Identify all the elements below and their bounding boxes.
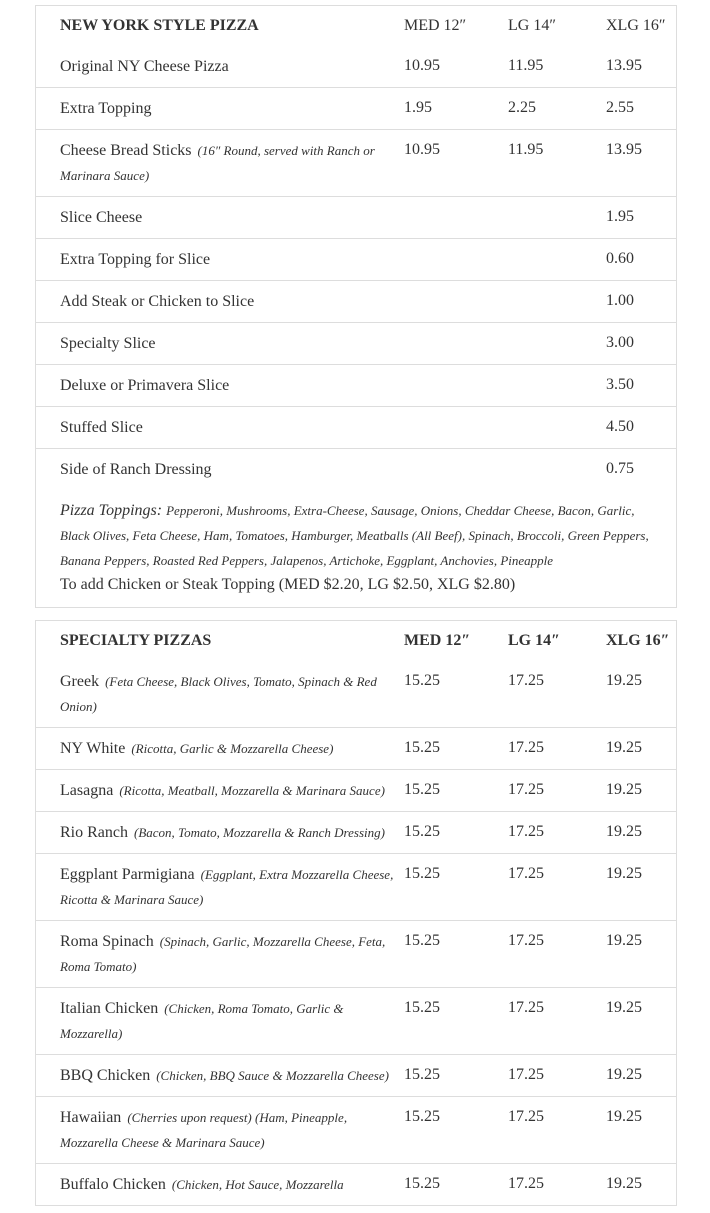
- price-lg: 17.25: [508, 988, 606, 1055]
- col-med-header: MED 12″: [404, 632, 471, 649]
- item-description: (16″ Round, served with Ranch or Marinara Sauce): [60, 143, 375, 183]
- price-lg: [508, 281, 606, 323]
- price-med: 15.25: [404, 921, 508, 988]
- menu-item-row: [36, 1055, 677, 1097]
- menu-item-row: [36, 661, 677, 728]
- item-name: Italian Chicken: [60, 1000, 159, 1017]
- price-med: 15.25: [404, 1097, 508, 1164]
- item-cell: [36, 1055, 405, 1097]
- col-med-header: MED 12″: [404, 17, 467, 34]
- price-med: 10.95: [404, 130, 508, 197]
- item-name: Add Steak or Chicken to Slice: [60, 293, 255, 310]
- price-lg: [508, 365, 606, 407]
- price-xlg: 1.00: [606, 281, 677, 323]
- add-meat-note: To add Chicken or Steak Topping (MED $2.20, LG $2.50, XLG $2.80): [60, 576, 516, 593]
- menu-item-row: [36, 365, 677, 407]
- price-xlg: 13.95: [606, 57, 642, 74]
- price-med: [404, 449, 508, 491]
- item-cell: [36, 988, 405, 1055]
- price-xlg: 2.55: [606, 88, 677, 130]
- menu-item-row: [36, 197, 677, 239]
- menu-item-row: [36, 407, 677, 449]
- item-name: Extra Topping: [60, 100, 152, 117]
- item-description: (Chicken, BBQ Sauce & Mozzarella Cheese): [156, 1068, 389, 1083]
- price-lg: [508, 449, 606, 491]
- menu-item-row: [36, 130, 677, 197]
- price-med: [404, 407, 508, 449]
- item-cell: [36, 407, 405, 449]
- menu-item-row: [36, 854, 677, 921]
- price-med: 15.25: [404, 812, 508, 854]
- price-xlg: 3.50: [606, 365, 677, 407]
- specialty-header-row: [36, 621, 677, 662]
- item-description: (Eggplant, Extra Mozzarella Cheese, Ricotta & Marinara Sauce): [60, 867, 394, 907]
- price-med: 15.25: [404, 1055, 508, 1097]
- price-med: [404, 365, 508, 407]
- col-lg-header: LG 14″: [508, 17, 556, 34]
- price-lg: [508, 407, 606, 449]
- item-name: Side of Ranch Dressing: [60, 461, 212, 478]
- price-lg: [508, 197, 606, 239]
- price-lg: 11.95: [508, 130, 606, 197]
- section-title: NEW YORK STYLE PIZZA: [60, 17, 259, 34]
- price-lg: 17.25: [508, 1055, 606, 1097]
- item-name: Cheese Bread Sticks: [60, 142, 192, 159]
- item-name: Hawaiian: [60, 1109, 122, 1126]
- section-gap: [35, 608, 675, 620]
- menu-page: [35, 5, 675, 1206]
- item-cell: [36, 661, 405, 728]
- ny-style-pizza-table: [35, 5, 677, 608]
- price-lg: 17.25: [508, 1097, 606, 1164]
- item-cell: [36, 449, 405, 491]
- item-name: Lasagna: [60, 782, 114, 799]
- price-med: 15.25: [404, 854, 508, 921]
- specialty-pizza-table: [35, 620, 677, 1206]
- col-xlg-header: XLG 16″: [606, 632, 670, 649]
- item-description: (Chicken, Hot Sauce, Mozzarella: [171, 1177, 344, 1192]
- menu-item-row: [36, 281, 677, 323]
- price-xlg: 4.50: [606, 407, 677, 449]
- toppings-list: Pepperoni, Mushrooms, Extra-Cheese, Sausage, Onions, Cheddar Cheese, Bacon, Garlic, Black Olives, Feta Cheese, Ham, Tomatoes, Hamburger, Meatballs (All Beef), Spinach, Broccoli, Green Peppers, Banana Peppers, Roasted Red Peppers, Jalapenos, Artichoke, Eggplant, Anchovies, Pineapple: [60, 503, 649, 568]
- price-med: 15.25: [404, 728, 508, 770]
- price-xlg: 19.25: [606, 1055, 677, 1097]
- item-name: Eggplant Parmigiana: [60, 866, 195, 883]
- price-xlg: 19.25: [606, 1164, 677, 1206]
- menu-item-row: [36, 728, 677, 770]
- item-name: Buffalo Chicken: [60, 1176, 166, 1193]
- price-med: 10.95: [404, 57, 440, 74]
- ny-style-header-row: [36, 6, 677, 47]
- price-xlg: 19.25: [606, 854, 677, 921]
- menu-item-row: [36, 812, 677, 854]
- item-description: (Feta Cheese, Black Olives, Tomato, Spinach & Red Onion): [60, 674, 377, 714]
- item-description: (Spinach, Garlic, Mozzarella Cheese, Feta, Roma Tomato): [60, 934, 386, 974]
- price-med: [404, 197, 508, 239]
- item-cell: [36, 1164, 405, 1206]
- item-name: Roma Spinach: [60, 933, 154, 950]
- price-xlg: 0.60: [606, 239, 677, 281]
- menu-item-row: [36, 46, 677, 88]
- item-cell: [36, 46, 405, 88]
- item-description: (Ricotta, Meatball, Mozzarella & Marinara Sauce): [119, 783, 385, 798]
- price-xlg: 19.25: [606, 988, 677, 1055]
- price-xlg: 19.25: [606, 921, 677, 988]
- item-name: BBQ Chicken: [60, 1067, 151, 1084]
- item-name: Stuffed Slice: [60, 419, 143, 436]
- item-description: (Ricotta, Garlic & Mozzarella Cheese): [131, 741, 334, 756]
- menu-item-row: [36, 88, 677, 130]
- price-lg: [508, 239, 606, 281]
- menu-item-row: [36, 239, 677, 281]
- col-xlg-header: XLG 16″: [606, 17, 666, 34]
- price-lg: [508, 323, 606, 365]
- price-lg: 17.25: [508, 770, 606, 812]
- price-lg: 2.25: [508, 88, 606, 130]
- item-name: Rio Ranch: [60, 824, 128, 841]
- price-lg: 17.25: [508, 921, 606, 988]
- item-cell: [36, 365, 405, 407]
- price-xlg: 19.25: [606, 1097, 677, 1164]
- price-xlg: 19.25: [606, 770, 677, 812]
- item-name: Deluxe or Primavera Slice: [60, 377, 230, 394]
- item-name: Specialty Slice: [60, 335, 156, 352]
- item-cell: [36, 281, 405, 323]
- toppings-label: Pizza Toppings:: [60, 502, 163, 519]
- toppings-row: [36, 490, 677, 608]
- price-lg: 11.95: [508, 57, 544, 74]
- price-med: 15.25: [404, 988, 508, 1055]
- item-cell: [36, 854, 405, 921]
- price-med: 15.25: [404, 1164, 508, 1206]
- price-xlg: 0.75: [606, 449, 677, 491]
- item-name: NY White: [60, 740, 126, 757]
- price-lg: 17.25: [508, 812, 606, 854]
- item-name: Original NY Cheese Pizza: [60, 58, 229, 75]
- col-lg-header: LG 14″: [508, 632, 560, 649]
- item-cell: [36, 130, 405, 197]
- price-lg: 17.25: [508, 854, 606, 921]
- item-cell: [36, 1097, 405, 1164]
- price-med: 15.25: [404, 770, 508, 812]
- menu-item-row: [36, 770, 677, 812]
- item-name: Greek: [60, 673, 100, 690]
- menu-item-row: [36, 921, 677, 988]
- price-med: [404, 239, 508, 281]
- item-cell: [36, 728, 405, 770]
- price-xlg: 3.00: [606, 323, 677, 365]
- section-title: SPECIALTY PIZZAS: [60, 632, 212, 649]
- price-xlg: 19.25: [606, 728, 677, 770]
- menu-item-row: [36, 449, 677, 491]
- item-cell: [36, 88, 405, 130]
- price-med: 1.95: [404, 88, 508, 130]
- item-cell: [36, 921, 405, 988]
- item-cell: [36, 197, 405, 239]
- menu-item-row: [36, 323, 677, 365]
- item-cell: [36, 323, 405, 365]
- item-name: Extra Topping for Slice: [60, 251, 211, 268]
- price-lg: 17.25: [508, 672, 544, 689]
- price-xlg: 19.25: [606, 672, 642, 689]
- item-description: (Cherries upon request) (Ham, Pineapple, Mozzarella Cheese & Marinara Sauce): [60, 1110, 348, 1150]
- item-description: (Chicken, Roma Tomato, Garlic & Mozzarella): [60, 1001, 344, 1041]
- item-cell: [36, 239, 405, 281]
- menu-item-row: [36, 988, 677, 1055]
- price-xlg: 1.95: [606, 197, 677, 239]
- item-cell: [36, 812, 405, 854]
- price-xlg: 13.95: [606, 130, 677, 197]
- price-med: [404, 281, 508, 323]
- toppings-cell: [36, 490, 677, 608]
- item-name: Slice Cheese: [60, 209, 143, 226]
- item-cell: [36, 770, 405, 812]
- price-med: 15.25: [404, 672, 440, 689]
- price-lg: 17.25: [508, 1164, 606, 1206]
- price-xlg: 19.25: [606, 812, 677, 854]
- menu-item-row: [36, 1164, 677, 1206]
- item-description: (Bacon, Tomato, Mozzarella & Ranch Dressing): [134, 825, 385, 840]
- menu-item-row: [36, 1097, 677, 1164]
- price-lg: 17.25: [508, 728, 606, 770]
- price-med: [404, 323, 508, 365]
